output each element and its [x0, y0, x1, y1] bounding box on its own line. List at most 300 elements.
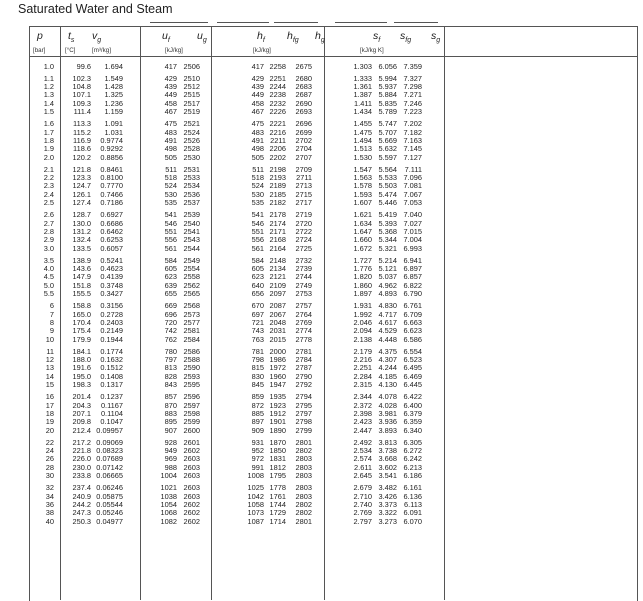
table-cell: 179.9 — [72, 334, 91, 344]
table-cell: 584 — [251, 255, 264, 265]
table-cell: 1.159 — [104, 107, 123, 116]
table-cell: 2.179 — [353, 346, 372, 356]
table-cell: 6.272 — [403, 446, 422, 456]
table-cell: 24 — [45, 446, 54, 456]
table-cell: 1073 — [247, 508, 264, 518]
table-cell: 2680 — [295, 73, 312, 83]
table-cell: 5.597 — [378, 152, 397, 162]
table-cell: 7.053 — [403, 198, 422, 207]
table-cell: 7.127 — [403, 152, 422, 162]
table-cell: 1.578 — [353, 181, 372, 191]
table-cell: 2531 — [183, 164, 200, 174]
table-cell: 111.4 — [73, 107, 91, 116]
table-cell: 138.9 — [72, 255, 91, 265]
table-cell: 2512 — [183, 82, 200, 92]
table-cell: 2704 — [295, 144, 312, 154]
table-cell: 198.3 — [72, 380, 91, 389]
table-cell: 2.645 — [353, 471, 372, 480]
table-cell: 3.813 — [378, 437, 397, 447]
table-cell: 551 — [164, 226, 177, 236]
header-tick — [217, 22, 269, 23]
table-cell: 6.709 — [403, 309, 422, 319]
table-cell: 9 — [49, 326, 54, 336]
table-cell: 0.2149 — [100, 326, 123, 336]
table-cell: 7.246 — [403, 98, 422, 108]
table-cell: 4.893 — [378, 289, 397, 298]
table-cell: 2510 — [183, 73, 200, 83]
table-cell: 763 — [251, 334, 264, 344]
table-cell: 26 — [45, 454, 54, 464]
table-cell: 1038 — [160, 491, 177, 501]
table-cell: 240.9 — [72, 491, 91, 501]
table-cell: 2524 — [183, 127, 200, 137]
table-cell: 429 — [251, 73, 264, 83]
table-cell: 1004 — [160, 471, 177, 480]
column-divider — [60, 26, 61, 600]
table-cell: 2675 — [295, 62, 312, 71]
table-cell: 742 — [164, 326, 177, 336]
table-cell: 2603 — [183, 491, 200, 501]
table-cell: 10 — [45, 334, 54, 344]
table-cell: 0.6253 — [100, 235, 123, 245]
table-cell: 2.769 — [353, 508, 372, 518]
table-cell: 2803 — [295, 462, 312, 472]
table-cell: 221.8 — [72, 446, 91, 456]
table-cell: 209.8 — [72, 417, 91, 427]
table-cell: 6.469 — [403, 371, 422, 381]
table-cell: 7.182 — [403, 127, 422, 137]
table-cell: 1.647 — [353, 226, 372, 236]
table-cell: 969 — [164, 454, 177, 464]
table-cell: 1.672 — [353, 243, 372, 253]
table-cell: 1.549 — [104, 73, 123, 83]
table-cell: 449 — [164, 90, 177, 100]
table-cell: 0.3156 — [100, 301, 123, 311]
table-cell: 6.056 — [378, 62, 397, 71]
table-cell: 2.534 — [353, 446, 372, 456]
table-cell: 2744 — [295, 272, 312, 282]
column-header-sfg: $s_{fg}$ — [400, 30, 412, 45]
table-cell: 6.340 — [403, 425, 422, 435]
table-cell: 0.07689 — [96, 454, 123, 464]
table-cell: 2.094 — [353, 326, 372, 336]
table-cell: 1890 — [269, 425, 286, 435]
table-cell: 2696 — [295, 119, 312, 129]
table-cell: 2506 — [183, 62, 200, 71]
table-cell: 2.423 — [353, 417, 372, 427]
table-cell: 0.08323 — [96, 446, 123, 456]
table-cell: 0.1237 — [100, 392, 123, 402]
table-cell: 429 — [164, 73, 177, 83]
table-cell: 640 — [251, 280, 264, 290]
table-cell: 2232 — [269, 98, 286, 108]
table-cell: 7.004 — [403, 235, 422, 245]
table-cell: 0.1047 — [100, 417, 123, 427]
table-cell: 1850 — [269, 446, 286, 456]
table-cell: 0.05544 — [96, 499, 123, 509]
table-cell: 2178 — [269, 210, 286, 220]
table-cell: 6.993 — [403, 243, 422, 253]
table-cell: 2.8 — [43, 226, 54, 236]
table-cell: 1.621 — [353, 210, 372, 220]
table-cell: 0.6686 — [100, 218, 123, 228]
table-cell: 124.7 — [72, 181, 91, 191]
table-cell: 2.284 — [353, 371, 372, 381]
table-cell: 2.447 — [353, 425, 372, 435]
table-cell: 530 — [251, 189, 264, 199]
table-cell: 2724 — [295, 235, 312, 245]
table-cell: 2717 — [295, 198, 312, 207]
table-cell: 2690 — [295, 98, 312, 108]
column-unit: [kJ/kg] — [165, 47, 183, 54]
table-cell: 4.717 — [378, 309, 397, 319]
table-cell: 3.322 — [378, 508, 397, 518]
table-cell: 1025 — [247, 483, 264, 493]
table-cell: 5.121 — [378, 264, 397, 274]
table-cell: 2.1 — [43, 164, 54, 174]
table-cell: 1.428 — [104, 82, 123, 92]
table-cell: 2781 — [295, 346, 312, 356]
table-cell: 475 — [164, 119, 177, 129]
table-cell: 7.298 — [403, 82, 422, 92]
table-cell: 2.2 — [43, 173, 54, 183]
column-header-ts: $t_s$ — [68, 30, 75, 45]
table-cell: 2198 — [269, 164, 286, 174]
table-cell: 843 — [164, 380, 177, 389]
table-cell: 541 — [164, 210, 177, 220]
table-cell: 2182 — [269, 198, 286, 207]
table-cell: 1.031 — [104, 127, 123, 137]
table-cell: 2.574 — [353, 454, 372, 464]
table-cell: 781 — [251, 346, 264, 356]
table-cell: 5.419 — [378, 210, 397, 220]
table-cell: 115.2 — [73, 127, 91, 137]
table-cell: 1.530 — [353, 152, 372, 162]
table-cell: 2.797 — [353, 516, 372, 526]
table-cell: 2.611 — [354, 462, 372, 472]
table-cell: 2087 — [269, 301, 286, 311]
table-cell: 12 — [45, 355, 54, 365]
table-cell: 5.214 — [378, 255, 397, 265]
table-cell: 2528 — [183, 144, 200, 154]
table-cell: 107.1 — [72, 90, 91, 100]
table-cell: 16 — [45, 392, 54, 402]
table-cell: 2174 — [269, 218, 286, 228]
table-cell: 2722 — [295, 226, 312, 236]
table-cell: 4.830 — [378, 301, 397, 311]
table-cell: 2732 — [295, 255, 312, 265]
table-cell: 1.325 — [104, 90, 123, 100]
table-cell: 1008 — [247, 471, 264, 480]
table-cell: 2565 — [183, 289, 200, 298]
table-cell: 237.4 — [72, 483, 91, 493]
table-cell: 6.161 — [403, 483, 422, 493]
table-cell: 5.937 — [378, 82, 397, 92]
table-cell: 561 — [251, 243, 264, 253]
table-cell: 1.8 — [43, 135, 54, 145]
table-cell: 109.3 — [72, 98, 91, 108]
table-cell: 1.5 — [43, 107, 54, 116]
table-cell: 3.738 — [378, 446, 397, 456]
table-cell: 2584 — [183, 334, 200, 344]
table-cell: 2794 — [295, 392, 312, 402]
table-cell: 2599 — [183, 417, 200, 427]
table-cell: 524 — [164, 181, 177, 191]
table-cell: 1042 — [247, 491, 264, 501]
table-cell: 883 — [164, 408, 177, 418]
table-cell: 2801 — [295, 516, 312, 526]
table-cell: 2544 — [183, 243, 200, 253]
table-cell: 191.6 — [72, 363, 91, 373]
table-cell: 2597 — [183, 400, 200, 410]
table-cell: 151.8 — [72, 280, 91, 290]
table-cell: 102.3 — [72, 73, 91, 83]
table-cell: 247.3 — [72, 508, 91, 518]
table-cell: 1.361 — [353, 82, 372, 92]
table-cell: 3.5 — [43, 255, 54, 265]
table-cell: 2801 — [295, 437, 312, 447]
table-cell: 123.3 — [72, 173, 91, 183]
table-cell: 458 — [164, 98, 177, 108]
table-cell: 1.9 — [43, 144, 54, 154]
table-cell: 201.4 — [72, 392, 91, 402]
table-cell: 155.5 — [72, 289, 91, 298]
table-cell: 475 — [251, 119, 264, 129]
table-cell: 6.136 — [403, 491, 422, 501]
table-cell: 3.936 — [378, 417, 397, 427]
table-cell: 498 — [251, 144, 264, 154]
table-cell: 1021 — [160, 483, 177, 493]
table-cell: 2.9 — [43, 235, 54, 245]
table-cell: 2588 — [183, 355, 200, 365]
table-cell: 226.0 — [72, 454, 91, 464]
table-cell: 0.1774 — [100, 346, 123, 356]
table-cell: 217.2 — [72, 437, 91, 447]
table-cell: 2558 — [183, 272, 200, 282]
table-cell: 1870 — [269, 437, 286, 447]
table-cell: 2533 — [183, 173, 200, 183]
table-cell: 2244 — [269, 82, 286, 92]
table-cell: 3.273 — [378, 516, 397, 526]
table-cell: 2778 — [295, 334, 312, 344]
table-cell: 530 — [164, 189, 177, 199]
table-cell: 859 — [251, 392, 264, 402]
table-cell: 0.9774 — [100, 135, 123, 145]
table-cell: 13 — [45, 363, 54, 373]
table-cell: 2.138 — [353, 334, 372, 344]
table-cell: 2221 — [269, 119, 286, 129]
table-cell: 546 — [251, 218, 264, 228]
table-cell: 2602 — [183, 508, 200, 518]
table-cell: 655 — [164, 289, 177, 298]
table-cell: 3.602 — [378, 462, 397, 472]
table-cell: 2048 — [269, 317, 286, 327]
table-cell: 417 — [251, 62, 264, 71]
table-cell: 19 — [45, 417, 54, 427]
table-cell: 2189 — [269, 181, 286, 191]
table-cell: 541 — [251, 210, 264, 220]
column-divider — [211, 26, 212, 600]
table-cell: 467 — [251, 107, 264, 116]
table-cell: 623 — [164, 272, 177, 282]
table-cell: 1.897 — [353, 289, 372, 298]
table-cell: 1729 — [269, 508, 286, 518]
table-cell: 2603 — [183, 462, 200, 472]
table-cell: 1.236 — [104, 98, 123, 108]
table-cell: 2148 — [269, 255, 286, 265]
table-cell: 1.091 — [104, 119, 123, 129]
table-cell: 697 — [251, 309, 264, 319]
table-cell: 0.7770 — [100, 181, 123, 191]
table-cell: 2803 — [295, 483, 312, 493]
table-cell: 0.3427 — [100, 289, 123, 298]
table-cell: 175.4 — [72, 326, 91, 336]
table-cell: 988 — [164, 462, 177, 472]
column-divider — [140, 26, 141, 600]
table-cell: 1.593 — [353, 189, 372, 199]
table-cell: 1923 — [269, 400, 286, 410]
table-cell: 6.213 — [403, 462, 422, 472]
table-cell: 556 — [251, 235, 264, 245]
table-cell: 1.513 — [353, 144, 372, 154]
table-cell: 120.2 — [72, 152, 91, 162]
table-cell: 2540 — [183, 218, 200, 228]
table-cell: 118.6 — [73, 144, 91, 154]
table-cell: 28 — [45, 462, 54, 472]
table-cell: 7.027 — [403, 218, 422, 228]
column-header-sg: $s_g$ — [431, 30, 441, 45]
table-cell: 1986 — [269, 355, 286, 365]
table-cell: 535 — [164, 198, 177, 207]
column-unit: [kJ/kg] — [253, 47, 271, 54]
table-cell: 6.422 — [403, 392, 422, 402]
table-cell: 909 — [251, 425, 264, 435]
table-cell: 0.1104 — [100, 408, 123, 418]
table-cell: 551 — [251, 226, 264, 236]
table-cell: 6.400 — [403, 400, 422, 410]
table-cell: 6.941 — [403, 255, 422, 265]
table-cell: 830 — [251, 371, 264, 381]
table-cell: 1744 — [269, 499, 286, 509]
table-cell: 2590 — [183, 363, 200, 373]
table-cell: 2749 — [295, 280, 312, 290]
table-cell: 2.6 — [43, 210, 54, 220]
table-cell: 556 — [164, 235, 177, 245]
table-cell: 2.710 — [353, 491, 372, 501]
table-cell: 7.067 — [403, 189, 422, 199]
table-cell: 2097 — [269, 289, 286, 298]
column-unit: [m³/kg] — [92, 47, 111, 54]
table-cell: 5.344 — [378, 235, 397, 245]
table-cell: 928 — [164, 437, 177, 447]
table-cell: 15 — [45, 380, 54, 389]
table-cell: 524 — [251, 181, 264, 191]
table-cell: 991 — [251, 462, 264, 472]
table-cell: 131.2 — [72, 226, 91, 236]
table-cell: 5.533 — [378, 173, 397, 183]
table-cell: 639 — [164, 280, 177, 290]
table-cell: 2.0 — [43, 152, 54, 162]
table-cell: 8 — [49, 317, 54, 327]
table-cell: 2067 — [269, 309, 286, 319]
table-cell: 204.3 — [72, 400, 91, 410]
table-cell: 5.368 — [378, 226, 397, 236]
table-cell: 417 — [164, 62, 177, 71]
table-cell: 6.897 — [403, 264, 422, 274]
table-cell: 2202 — [269, 152, 286, 162]
column-header-hfg: $h_{fg}$ — [287, 30, 299, 45]
header-divider — [29, 56, 637, 57]
table-cell: 116.9 — [73, 135, 91, 145]
table-cell: 130.0 — [72, 218, 91, 228]
table-cell: 132.4 — [72, 235, 91, 245]
table-cell: 7.096 — [403, 173, 422, 183]
table-cell: 2554 — [183, 264, 200, 274]
table-cell: 1912 — [269, 408, 286, 418]
table-cell: 6.379 — [403, 408, 422, 418]
table-cell: 6.790 — [403, 289, 422, 298]
table-cell: 0.06665 — [96, 471, 123, 480]
table-cell: 1.727 — [353, 255, 372, 265]
table-cell: 1.3 — [43, 90, 54, 100]
table-cell: 2577 — [183, 317, 200, 327]
table-cell: 2568 — [183, 301, 200, 311]
table-cell: 1.694 — [104, 62, 123, 71]
table-cell: 743 — [251, 326, 264, 336]
table-cell: 6.523 — [403, 355, 422, 365]
table-cell: 5.5 — [43, 289, 54, 298]
table-cell: 0.1632 — [100, 355, 123, 365]
column-header-p: p — [37, 30, 43, 42]
table-cell: 5.747 — [378, 119, 397, 129]
table-cell: 780 — [164, 346, 177, 356]
table-cell: 623 — [251, 272, 264, 282]
table-cell: 1.931 — [353, 301, 372, 311]
table-cell: 3.426 — [378, 491, 397, 501]
table-cell: 6.445 — [403, 380, 422, 389]
table-cell: 6.070 — [403, 516, 422, 526]
table-cell: 2792 — [295, 380, 312, 389]
table-cell: 762 — [164, 334, 177, 344]
table-cell: 505 — [164, 152, 177, 162]
table-cell: 2.3 — [43, 181, 54, 191]
table-cell: 2.4 — [43, 189, 54, 199]
table-cell: 0.9292 — [100, 144, 123, 154]
table-cell: 1.455 — [353, 119, 372, 129]
table-cell: 2.046 — [353, 317, 372, 327]
table-cell: 2711 — [296, 173, 312, 183]
table-cell: 439 — [251, 82, 264, 92]
table-cell: 0.7186 — [100, 198, 123, 207]
table-cell: 38 — [45, 508, 54, 518]
table-cell: 1.475 — [353, 127, 372, 137]
table-cell: 126.1 — [72, 189, 91, 199]
table-cell: 36 — [45, 499, 54, 509]
table-cell: 498 — [164, 144, 177, 154]
table-cell: 1972 — [269, 363, 286, 373]
table-cell: 1054 — [160, 499, 177, 509]
table-cell: 1.607 — [353, 198, 372, 207]
table-cell: 491 — [251, 135, 264, 145]
table-cell: 2753 — [295, 289, 312, 298]
table-cell: 511 — [252, 164, 264, 174]
table-cell: 2600 — [183, 425, 200, 435]
column-divider — [324, 26, 325, 600]
table-cell: 972 — [251, 454, 264, 464]
table-cell: 584 — [164, 255, 177, 265]
table-cell: 1.411 — [354, 98, 372, 108]
table-cell: 0.04977 — [96, 516, 123, 526]
